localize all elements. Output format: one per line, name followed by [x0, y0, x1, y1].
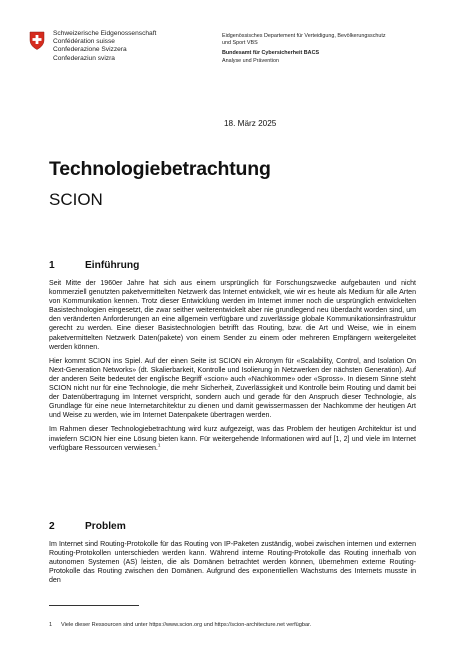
footnote-number: 1 — [49, 622, 53, 628]
section-heading-1 — [49, 260, 139, 271]
section-number: 2 — [49, 521, 55, 532]
section-body-2 — [49, 540, 416, 590]
section-heading-2 — [49, 521, 126, 532]
footnote-reference[interactable]: 1 — [157, 442, 161, 448]
section-body-1 — [49, 279, 416, 458]
paragraph-text: Im Rahmen dieser Technologiebetrachtung wird kurz aufgezeigt, was das Problem der heutigen Architektur ist und inwiefern SCION hier eine Lösung bieten kann. Für weitergehende Informationen wird auf [1, 2] und viele im Internet verfügbare Ressourcen verwiesen. — [49, 426, 416, 452]
confederation-rm: Confederaziun svizra — [53, 54, 115, 62]
document-date: 18. März 2025 — [224, 119, 277, 128]
department-line-1: Eidgenössisches Departement für Verteidigung, Bevölkerungsschutz — [222, 33, 386, 39]
confederation-de: Schweizerische Eidgenossenschaft — [53, 30, 157, 37]
footnote — [49, 622, 311, 628]
document-subtitle: SCION — [49, 190, 103, 209]
confederation-names — [53, 30, 156, 63]
paragraph: Hier kommt SCION ins Spiel. Auf der einen Seite ist SCION ein Akronym für «Scalability, Control, and Isolation On Next-Generation Networks» (dt. Skalierbarkeit, Kontrolle und Isolierung in Netzwerken der nächsten Generation). Auf der anderen Seite bedeutet der englische Begriff «scion» auch «Nachkomme» oder «Spross». In diesem Sinne steht SCION nicht nur für eine Technologie, die mehr Sicherheit, Zuverlässigkeit und Kontrolle beim Routing und damit bei der Datenübertragung im Internet verspricht, sondern auch und gerade für den Anspruch dieser Technologie, als Grundlage für eine neue Internetarchitektur zu dienen und damit gewissermassen der Nachkomme der heutigen Art und Weise zu werden, wie im Internet Datenpakete übertragen werden. — [49, 357, 416, 420]
section-title: Problem — [85, 521, 126, 532]
section-number: 1 — [49, 260, 55, 271]
paragraph: Seit Mitte der 1960er Jahre hat sich aus einem ursprünglich für Forschungszwecke aufgebauten und nicht kommerziell genutzten paketvermittelten Netzwerk das Internet entwickelt, wie wir es heute als Medium für alle Arten von Kommunikation kennen. Trotz dieser Entwicklung werden im Internet immer noch die ursprünglich entwickelten Basistechnologien eingesetzt, die zwar seither weiterentwickelt aber nie grundlegend neu überdacht worden sind, um den veränderten Anforderungen an eine allgemein verfügbare und zuverlässige globale Kommunikationsinfrastruktur gerecht zu werden. Eine dieser Basistechnologien betrifft das Routing, bzw. die Art und Weise, wie in einem paketvermittelten Netzwerk Daten(pakete) von einem Sender zu einem oder mehreren Empfängern weitergeleitet werden können. — [49, 280, 416, 351]
department-block — [222, 33, 442, 65]
office-unit: Analyse und Prävention — [222, 57, 279, 64]
section-title: Einführung — [85, 260, 140, 271]
department-line-2: und Sport VBS — [222, 40, 258, 47]
confederation-it: Confederazione Svizzera — [53, 46, 127, 54]
confederation-fr: Confédération suisse — [53, 38, 115, 46]
footnote-divider — [49, 605, 139, 606]
document-title: Technologiebetrachtung — [49, 158, 271, 180]
paragraph-with-footnote — [49, 425, 416, 452]
office-name: Bundesamt für Cybersicherheit BACS — [222, 50, 320, 57]
swiss-crest-icon — [29, 31, 45, 50]
footnote-text: Viele dieser Ressourcen sind unter https://www.scion.org und https://scion-architecture.net verfügbar. — [61, 622, 312, 628]
paragraph: Im Internet sind Routing-Protokolle für das Routing von IP-Paketen zuständig, wobei zwischen internen und externen Routing-Protokollen unterschieden werden kann. Während interne Routing-Protokolle das Routing innerhalb von autonomen Systemen (AS) leisten, die als Domänen betrachtet werden können, übernehmen externe Routing-Protokolle das Routing zwischen den Domänen. Aufgrund des exponentiellen Wachstums des Internets musste in den — [49, 541, 416, 585]
